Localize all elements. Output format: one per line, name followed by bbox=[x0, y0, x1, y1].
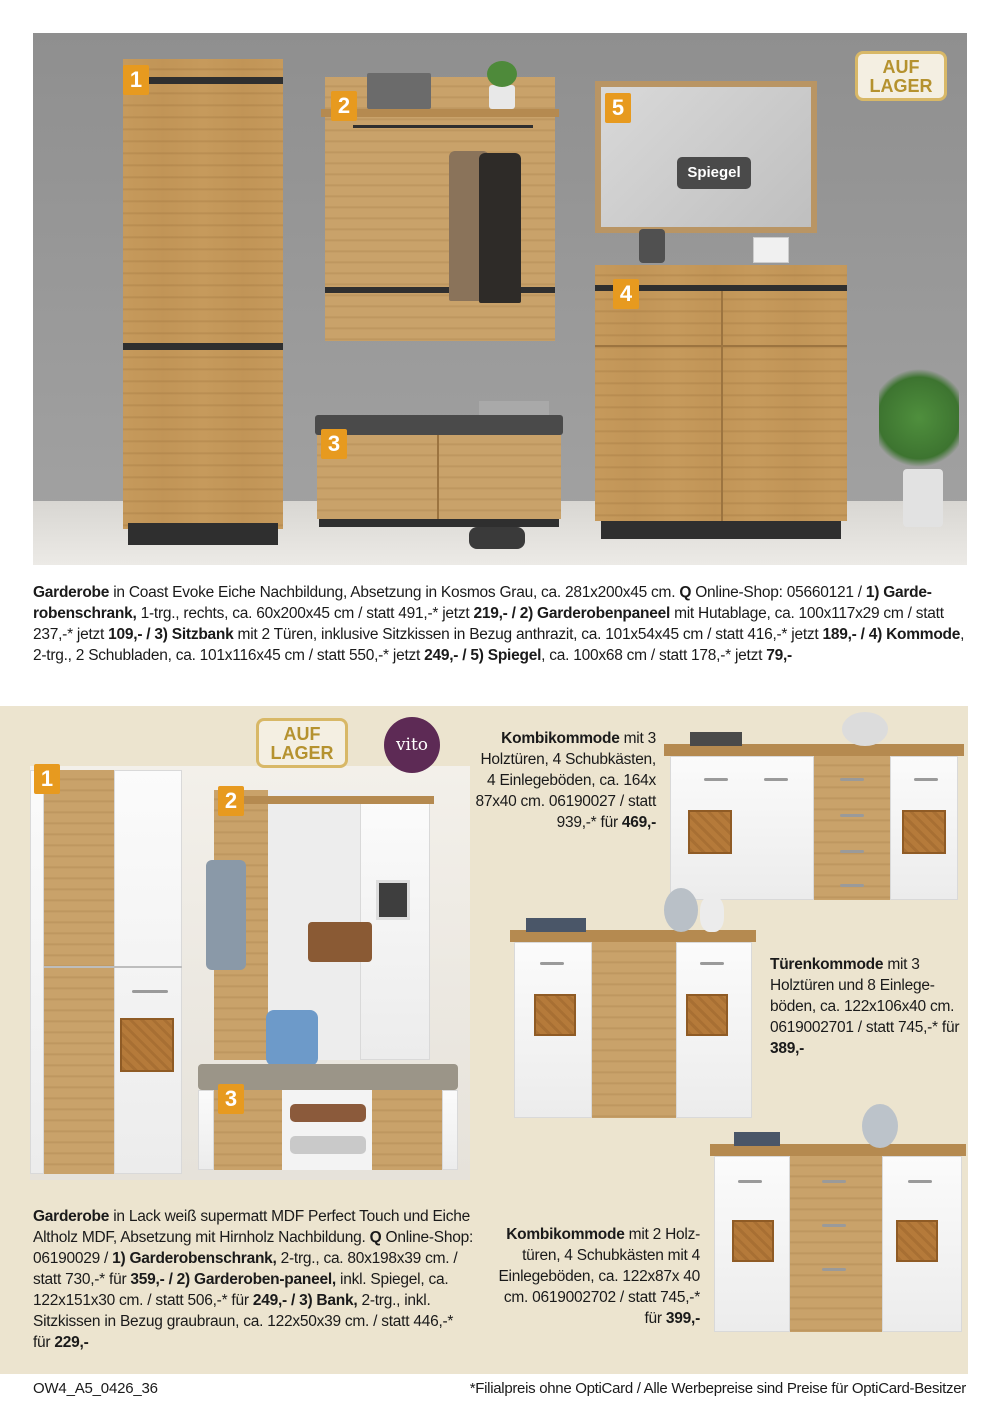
garderobenschrank-image bbox=[123, 59, 283, 529]
bottom-auf-lager-badge: AUF LAGER bbox=[256, 718, 348, 768]
bottom-number-3-badge: 3 bbox=[218, 1084, 244, 1114]
tuerenkommode-image bbox=[510, 930, 756, 1122]
number-2-badge: 2 bbox=[331, 91, 357, 121]
auf-lager-badge: AUF LAGER bbox=[855, 51, 947, 101]
footer-note: *Filialpreis ohne OptiCard / Alle Werbepreise sind Preise für OptiCard-Besitzer bbox=[469, 1380, 966, 1397]
tuerenkommode-description: Türenkommode mit 3 Holztüren und 8 Einlege-böden, ca. 122x106x40 cm. 0619002701 / statt 745,-* für 389,- bbox=[770, 956, 960, 1057]
number-1-badge: 1 bbox=[123, 65, 149, 95]
number-5-badge: 5 bbox=[605, 93, 631, 123]
kombikommode-1-image bbox=[664, 744, 964, 904]
top-product-photo bbox=[33, 33, 967, 565]
bottom-number-1-badge: 1 bbox=[34, 764, 60, 794]
kombikommode-2-image bbox=[710, 1144, 966, 1336]
top-description: Garderobe in Coast Evoke Eiche Nachbildung, Absetzung in Kosmos Grau, ca. 281x200x45 cm. Q Online-Shop: 05660121 / 1) Garde-robenschrank, 1-trg., rechts, ca. 60x200x45 cm / statt 491,-* jetzt 219,- / 2) Garderobenpaneel mit Hutablage, ca. 100x117x29 cm / statt 237,-* jetzt 109,- / 3) Sitzbank mit 2 Türen, inklusive Sitzkissen in Bezug anthrazit, ca. 101x54x45 cm / statt 416,-* jetzt 189,- / 4) Kommode, 2-trg., 2 Schubladen, ca. 101x116x45 cm / statt 550,-* jetzt 249,- / 5) Spiegel, ca. 100x68 cm / statt 178,-* jetzt 79,- bbox=[33, 584, 965, 664]
sitzbank-image bbox=[315, 415, 563, 435]
number-3-badge: 3 bbox=[321, 429, 347, 459]
number-4-badge: 4 bbox=[613, 279, 639, 309]
kombikommode-1-description: Kombikommode mit 3 Holztüren, 4 Schubkästen, 4 Einlegeböden, ca. 164x 87x40 cm. 06190027 / statt 939,-* für 469,- bbox=[475, 730, 656, 831]
bottom-number-2-badge: 2 bbox=[218, 786, 244, 816]
garderobe-weiss-description: Garderobe in Lack weiß supermatt MDF Perfect Touch und Eiche Altholz MDF, Absetzung mit Hirnholz Nachbildung. Q Online-Shop: 06190029 / 1) Garderobenschrank, 2-trg., ca. 80x198x39 cm. / statt 730,-* für 359,- / 2) Garderoben-paneel, inkl. Spiegel, ca. 122x151x30 cm. / statt 506,-* für 249,- / 3) Bank, 2-trg., inkl. Sitzkissen in Bezug graubraun, ca. 122x50x39 cm. / statt 446,-* für 229,- bbox=[33, 1208, 474, 1351]
footer-code: OW4_A5_0426_36 bbox=[33, 1380, 158, 1397]
kombikommode-2-description: Kombikommode mit 2 Holz-türen, 4 Schubkästen mit 4 Einlegeböden, ca. 122x87x 40 cm. 0619002702 / statt 745,-* für 399,- bbox=[498, 1226, 700, 1327]
shop-icon: Q bbox=[679, 584, 692, 601]
vito-logo: vito bbox=[384, 717, 440, 773]
shop-icon: Q bbox=[369, 1229, 382, 1246]
spiegel-label: Spiegel bbox=[677, 157, 751, 189]
